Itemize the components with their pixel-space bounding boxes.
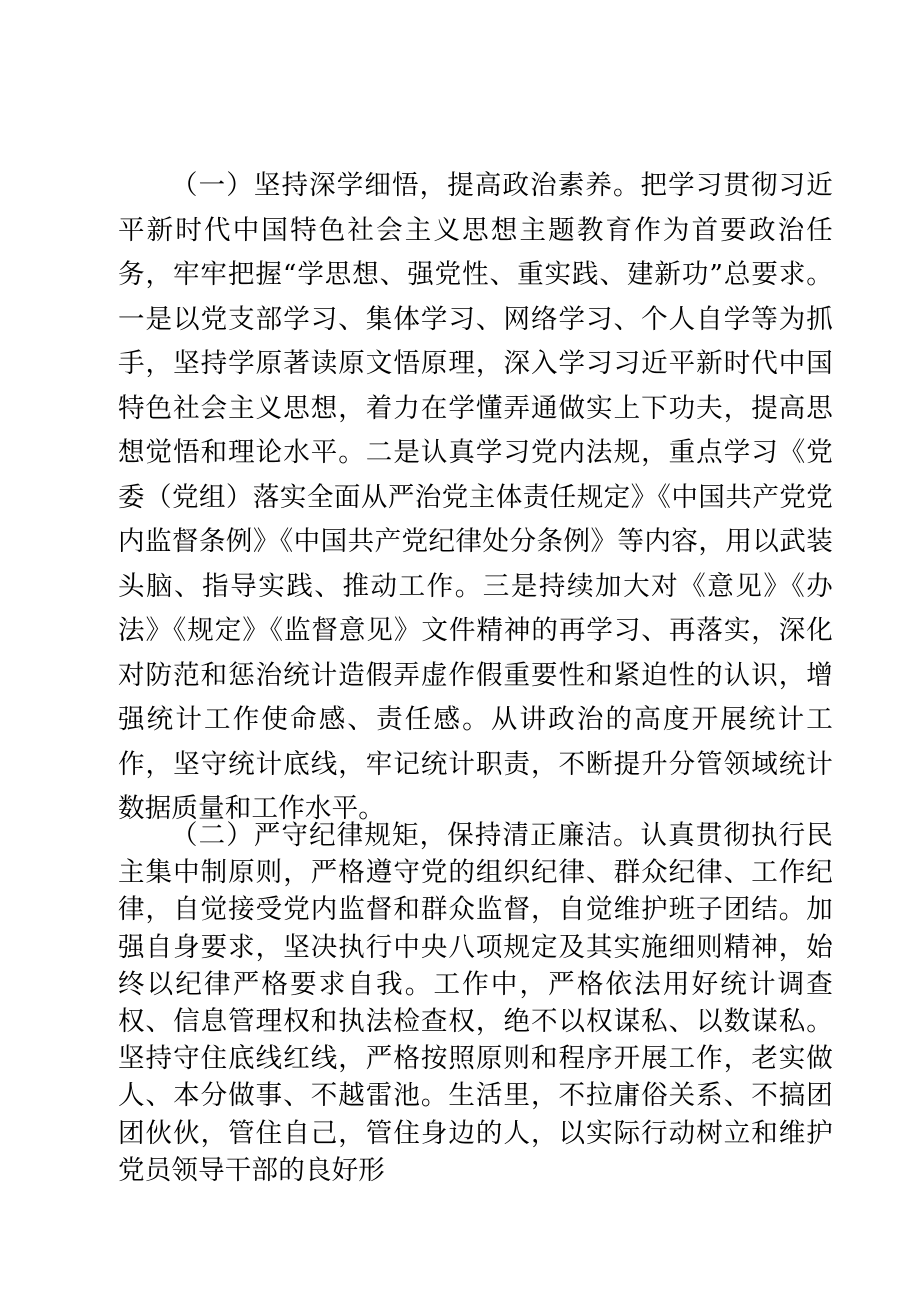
paragraph-discipline: （二）严守纪律规矩，保持清正廉洁。认真贯彻执行民主集中制原则，严格遵守党的组织纪律、群众纪律、工作纪律，自觉接受党内监督和群众监督，自觉维护班子团结。加强自身要求，坚决执行中央八项规定及其实施细则精神，始终以纪律严格要求自我。工作中，严格依法用好统计调查权、信息管理权和执法检查权，绝不以权谋私、以数谋私。坚持守住底线红线，严格按照原则和程序开展工作，老实做人、本分做事、不越雷池。生活里，不拉庸俗关系、不搞团团伙伙，管住自己，管住身边的人，以实际行动树立和维护党员领导干部的良好形 [118,820,833,1186]
paragraph-study: （一）坚持深学细悟，提高政治素养。把学习贯彻习近平新时代中国特色社会主义思想主题教育作为首要政治任务，牢牢把握“学思想、强党性、重实践、建新功”总要求。一是以党支部学习、集体学习、网络学习、个人自学等为抓手，坚持学原著读原文悟原理，深入学习习近平新时代中国特色社会主义思想，着力在学懂弄通做实上下功夫，提高思想觉悟和理论水平。二是认真学习党内法规，重点学习《党委（党组）落实全面从严治党主体责任规定》《中国共产党党内监督条例》《中国共产党纪律处分条例》等内容，用以武装头脑、指导实践、推动工作。三是持续加大对《意见》《办法》《规定》《监督意见》文件精神的再学习、再落实，深化对防范和惩治统计造假弄虚作假重要性和紧迫性的认识，增强统计工作使命感、责任感。从讲政治的高度开展统计工作，坚守统计底线，牢记统计职责，不断提升分管领域统计数据质量和工作水平。 [118,170,833,824]
